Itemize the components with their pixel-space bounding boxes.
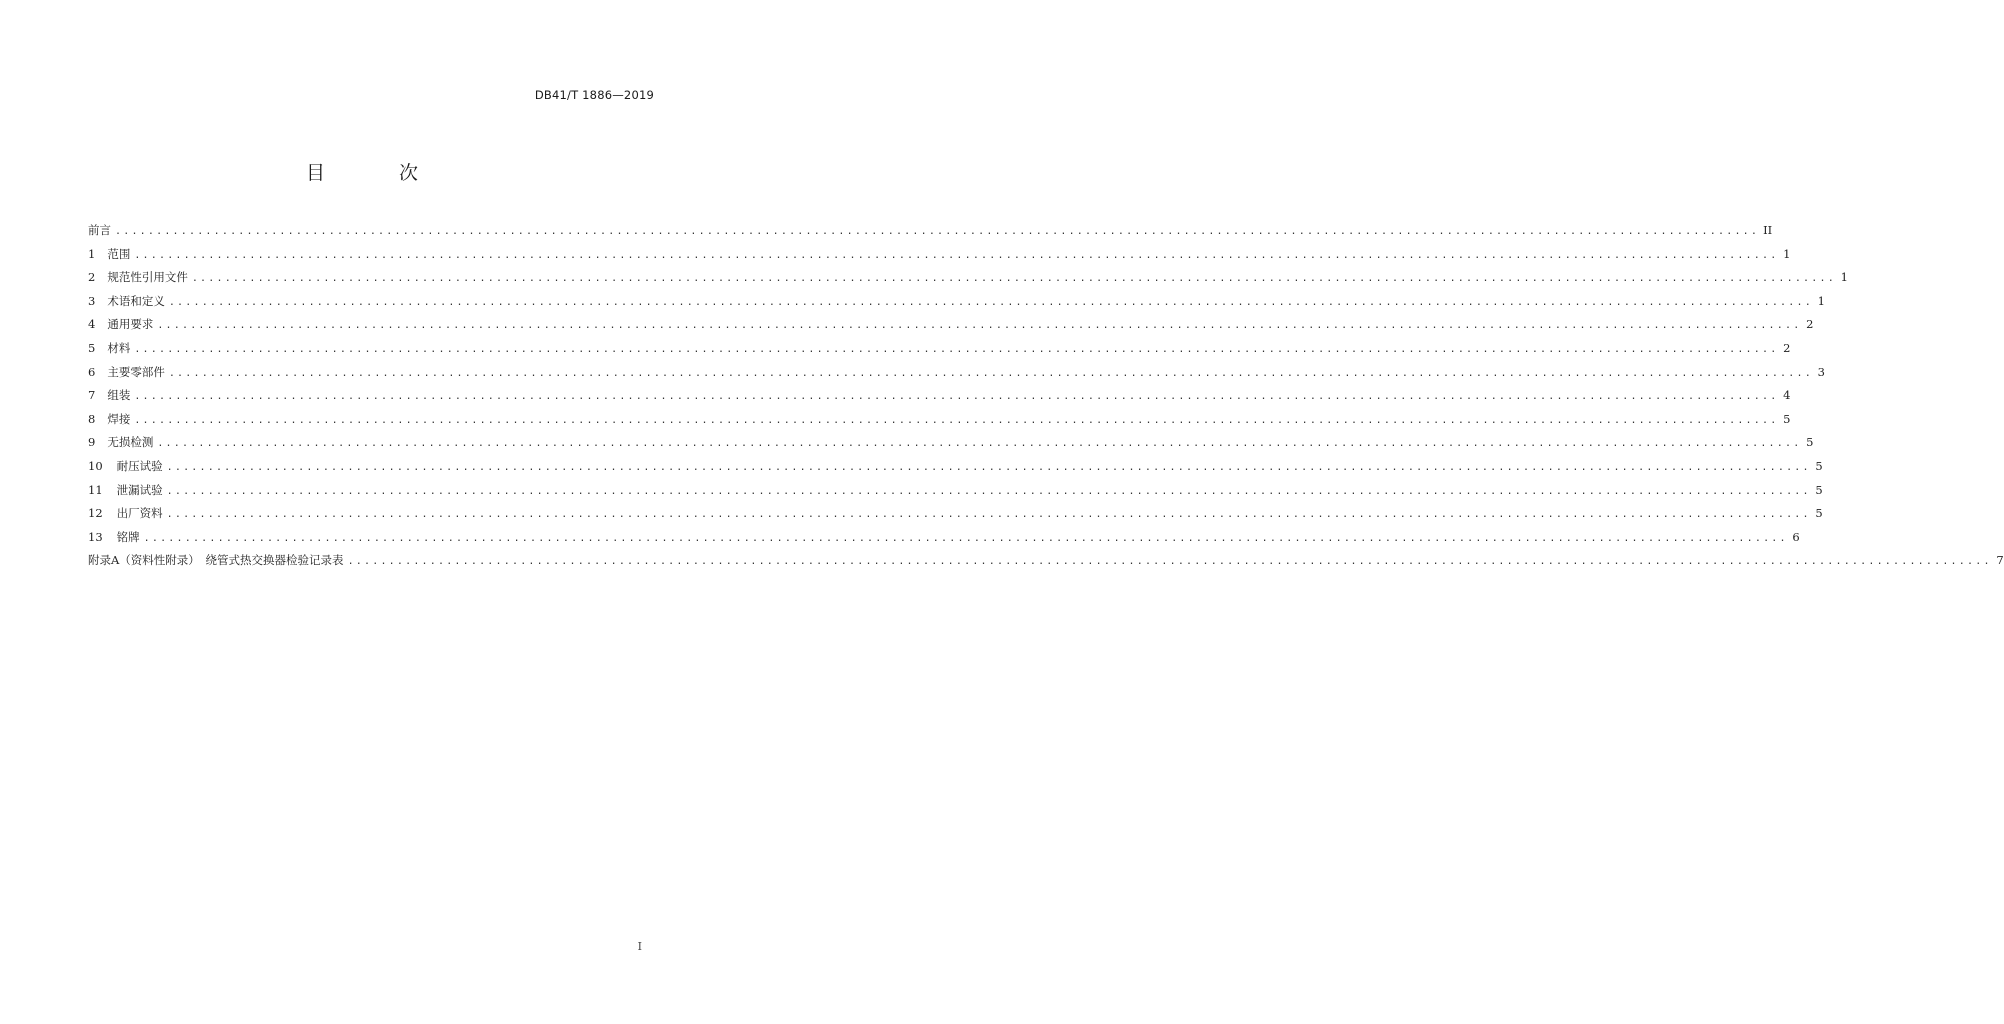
toc-entry-page: 1	[1783, 246, 1791, 261]
page-number: I	[637, 940, 642, 953]
toc-entry[interactable]	[88, 455, 1823, 479]
toc-leader-dots: ........................................................................................................................................................................................................	[166, 461, 1811, 473]
toc-leader-dots: ........................................................................................................................................................................................................	[347, 556, 1992, 568]
toc-entry-number: 5	[88, 340, 96, 355]
toc-entry-page: 5	[1815, 482, 1823, 497]
toc-leader-dots: ........................................................................................................................................................................................................	[134, 391, 1779, 403]
toc-leader-dots: ........................................................................................................................................................................................................	[157, 320, 1802, 332]
toc-entry[interactable]	[88, 313, 1814, 337]
toc-entry[interactable]	[88, 384, 1791, 408]
toc-entry-number: 7	[88, 388, 96, 403]
toc-entry-number: 2	[88, 270, 96, 285]
toc-entry-number: 10	[88, 458, 103, 473]
toc-entry[interactable]	[88, 431, 1814, 455]
toc-leader-dots: ........................................................................................................................................................................................................	[134, 249, 1779, 261]
toc-entry-page: 2	[1783, 340, 1791, 355]
toc-entry-number: 4	[88, 317, 96, 332]
toc-entry-label: 焊接	[107, 411, 131, 426]
toc-entry-page: 5	[1783, 411, 1791, 426]
standard-code: DB41/T 1886—2019	[534, 88, 654, 102]
toc-entry[interactable]	[88, 479, 1823, 503]
toc-leader-dots: ........................................................................................................................................................................................................	[166, 485, 1811, 497]
toc-entry-page: 5	[1815, 458, 1823, 473]
toc-entry[interactable]	[88, 502, 1823, 526]
toc-entry-page: II	[1763, 223, 1773, 237]
toc-entry-label: 耐压试验	[116, 458, 163, 473]
toc-entry-label: 术语和定义	[107, 293, 165, 308]
toc-entry-number: 3	[88, 293, 96, 308]
toc-entry-page: 6	[1792, 529, 1800, 544]
toc-entry[interactable]	[88, 219, 1773, 243]
toc-entry[interactable]	[88, 526, 1800, 550]
toc-entry-label: 无损检测	[107, 435, 154, 450]
toc-leader-dots: ........................................................................................................................................................................................................	[168, 367, 1813, 379]
toc-entry[interactable]	[88, 549, 2004, 573]
toc-entry-label: 材料	[107, 340, 131, 355]
toc-entry-page: 5	[1815, 506, 1823, 521]
toc-entry-label: 出厂资料	[116, 506, 163, 521]
toc-entry-label: 主要零部件	[107, 364, 165, 379]
toc-leader-dots: ........................................................................................................................................................................................................	[166, 509, 1811, 521]
toc-leader-dots: ........................................................................................................................................................................................................	[168, 296, 1813, 308]
toc-entry-page: 4	[1783, 388, 1791, 403]
toc-entry-number: 12	[88, 506, 103, 521]
toc-entry-number: 9	[88, 435, 96, 450]
toc-entry[interactable]	[88, 290, 1825, 314]
toc-entry-number: 13	[88, 529, 103, 544]
toc-entry-label: 前言	[88, 223, 111, 237]
toc-entry-label: 范围	[107, 246, 131, 261]
toc-entry[interactable]	[88, 337, 1791, 361]
toc-entry-page: 2	[1806, 317, 1814, 332]
toc-entry-page: 7	[1996, 553, 2004, 568]
toc-entry-number: 8	[88, 411, 96, 426]
toc-entry-page: 3	[1817, 364, 1825, 379]
toc-leader-dots: ........................................................................................................................................................................................................	[191, 273, 1836, 285]
toc-entry-label: 组装	[107, 388, 131, 403]
toc-entry-label: 泄漏试验	[116, 482, 163, 497]
toc-entry-page: 1	[1840, 270, 1848, 285]
toc-entry-label: 附录A（资料性附录） 绕管式热交换器检验记录表	[88, 553, 344, 568]
toc-entry-number: 1	[88, 246, 96, 261]
toc-entry-label: 规范性引用文件	[107, 270, 188, 285]
toc-entry-page: 1	[1817, 293, 1825, 308]
table-of-contents	[88, 219, 2004, 573]
toc-leader-dots: ........................................................................................................................................................................................................	[143, 532, 1788, 544]
toc-entry-page: 5	[1806, 435, 1814, 450]
toc-leader-dots: ........................................................................................................................................................................................................	[157, 438, 1802, 450]
toc-leader-dots: ........................................................................................................................................................................................................	[134, 414, 1779, 426]
toc-leader-dots: ........................................................................................................................................................................................................	[115, 226, 1760, 237]
toc-entry-label: 铭牌	[116, 529, 140, 544]
toc-title: 目 次	[305, 162, 453, 184]
toc-entry[interactable]	[88, 266, 1848, 290]
toc-entry-label: 通用要求	[107, 317, 154, 332]
toc-entry[interactable]	[88, 243, 1791, 267]
toc-entry-number: 11	[88, 482, 103, 497]
toc-leader-dots: ........................................................................................................................................................................................................	[134, 343, 1779, 355]
toc-entry-number: 6	[88, 364, 96, 379]
toc-entry[interactable]	[88, 361, 1825, 385]
toc-entry[interactable]	[88, 408, 1791, 432]
